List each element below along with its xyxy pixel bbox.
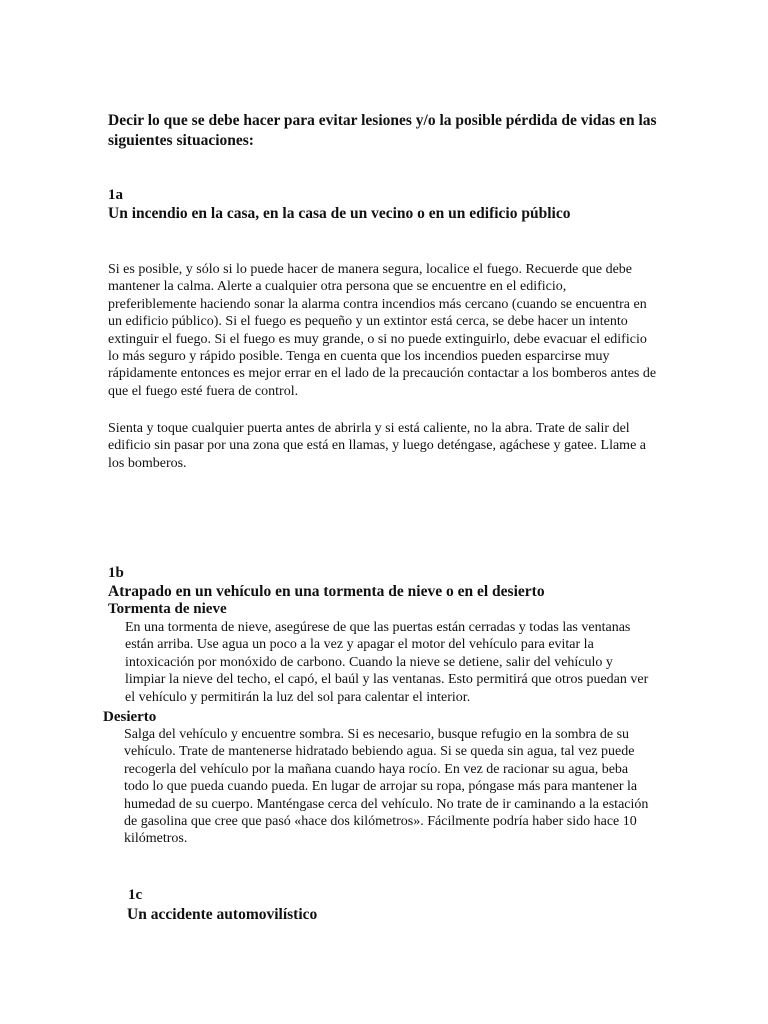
section-number-1b: 1b	[108, 565, 124, 581]
subsection-heading-desert: Desierto	[103, 709, 157, 725]
section-heading-1b: Atrapado en un vehículo en una tormenta de nieve o en el desierto	[108, 583, 545, 600]
subsection-snowstorm-text: En una tormenta de nieve, asegúrese de que las puertas están cerradas y todas las ventanas están arriba. Use agua un poco a la vez y apagar el motor del vehículo para evitar la intoxicación por monóxido de carbono. Cuando la nieve se detiene, salir del vehículo y limpiar la nieve del techo, el capó, el baúl y las ventanas. Esto permitirá que otros puedan ver el vehículo y permitirán la luz del sol para calentar el interior.	[125, 620, 649, 705]
section-1a-paragraph-1: Si es posible, y sólo si lo puede hacer de manera segura, localice el fuego. Recuerde que debe mantener la calma. Alerte a cualquier otra persona que se encuentre en el edificio, preferiblemente haciendo sonar la alarma contra incendios más cercano (cuando se encuentra en un edificio público). Si el fuego es pequeño y un extintor está cerca, se debe hacer un intento extinguir el fuego. Si el fuego es muy grande, o si no puede extinguirlo, debe evacuar el edificio lo más seguro y rápido posible. Tenga en cuenta que los incendios pueden esparcirse muy rápidamente entonces es mejor errar en el lado de la precaución contactar a los bomberos antes de que el fuego esté fuera de control.	[108, 262, 657, 399]
subsection-heading-snowstorm: Tormenta de nieve	[108, 601, 227, 617]
section-number-1c: 1c	[128, 887, 143, 903]
section-number-1a: 1a	[108, 187, 123, 203]
section-heading-1c: Un accidente automovilístico	[127, 906, 318, 923]
section-heading-1a: Un incendio en la casa, en la casa de un vecino o en un edificio público	[108, 205, 571, 222]
subsection-desert-text: Salga del vehículo y encuentre sombra. Si es necesario, busque refugio en la sombra de su vehículo. Trate de mantenerse hidratado bebiendo agua. Si se queda sin agua, tal vez puede recogerla del vehículo por la mañana cuando haya rocío. En vez de racionar su agua, beba todo lo que pueda cuando pueda. En lugar de arrojar su ropa, póngase más para mantener la humedad de su cuerpo. Manténgase cerca del vehículo. No trate de ir caminando a la estación de gasolina que cree que pasó «hace dos kilómetros». Fácilmente podría haber sido hace 10 kilómetros.	[124, 727, 649, 847]
section-1a-paragraph-2: Sienta y toque cualquier puerta antes de abrirla y si está caliente, no la abra. Trate de salir del edificio sin pasar por una zona que está en llamas, y luego deténgase, agáchese y gatee. Llame a los bomberos.	[108, 421, 646, 471]
document-title: Decir lo que se debe hacer para evitar lesiones y/o la posible pérdida de vidas en las siguientes situaciones:	[108, 112, 657, 149]
